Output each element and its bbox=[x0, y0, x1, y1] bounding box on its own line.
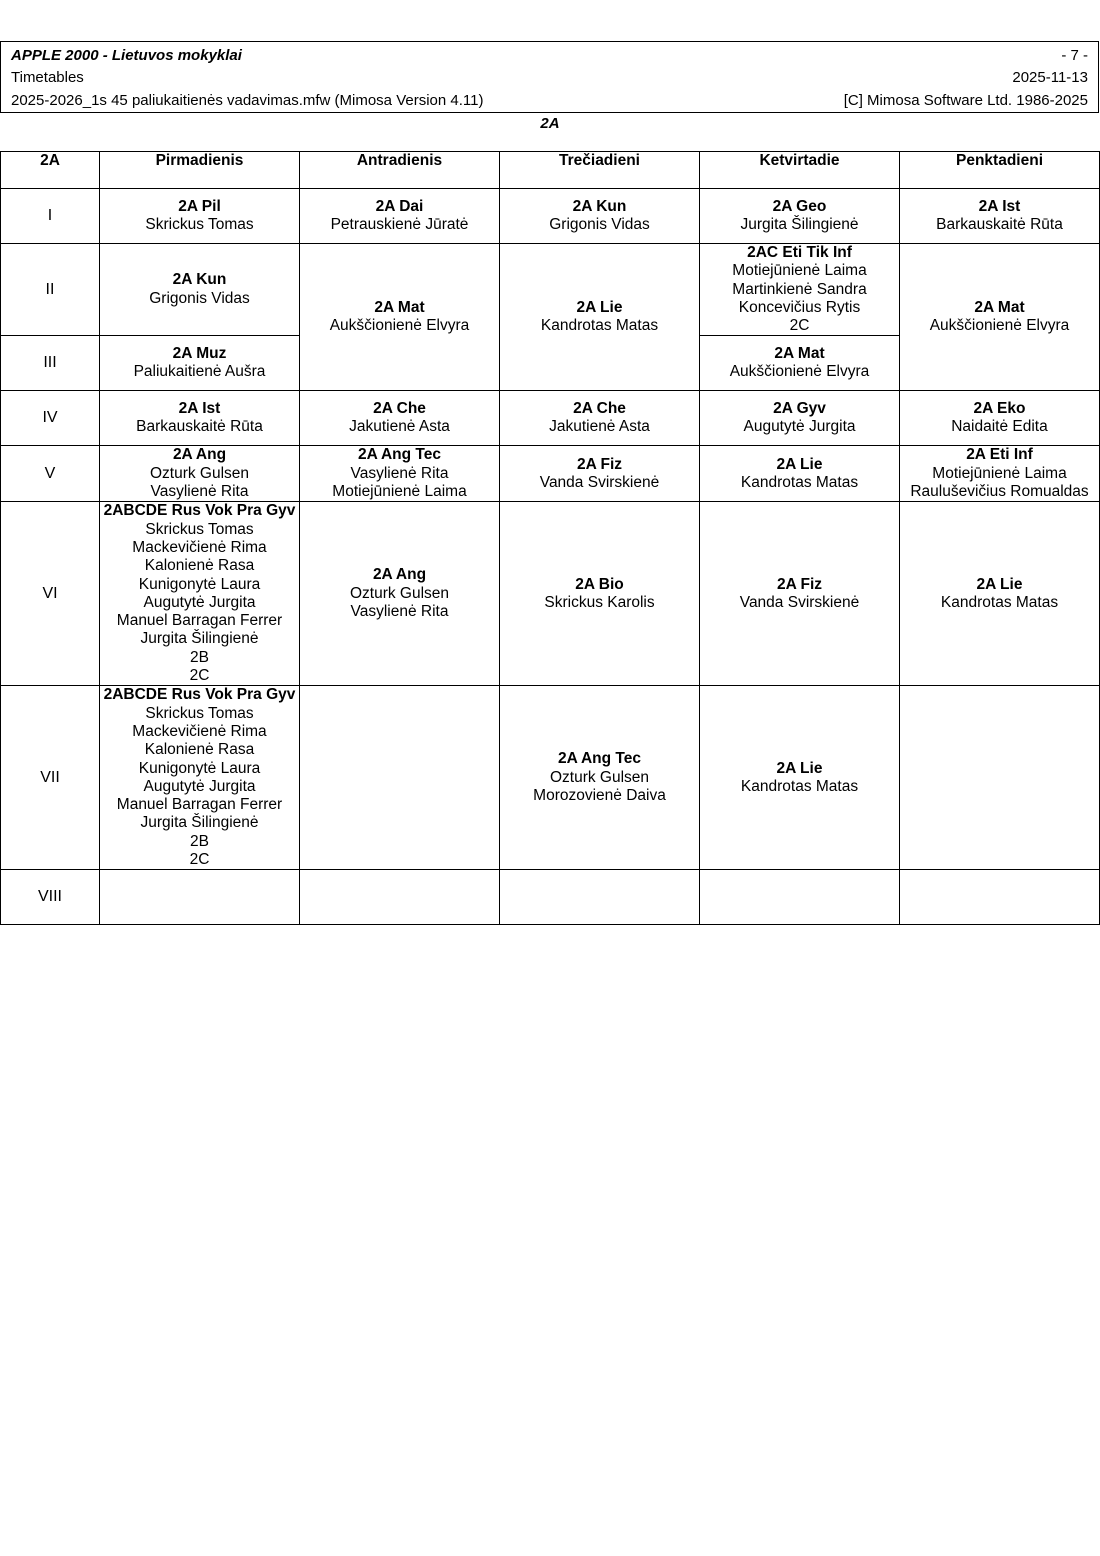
lesson-line: Mackevičienė Rima bbox=[132, 538, 267, 556]
lesson-cell bbox=[100, 686, 300, 870]
lesson-cell bbox=[100, 391, 300, 446]
lesson-line: Martinkienė Sandra bbox=[732, 280, 867, 298]
period-row bbox=[1, 502, 1100, 686]
lesson-subject: 2A Kun bbox=[172, 271, 227, 289]
lesson-line: Ozturk Gulsen bbox=[349, 584, 450, 602]
lesson-cell bbox=[900, 189, 1100, 244]
lesson-cell-empty bbox=[300, 870, 500, 925]
file-name: 2025-2026_1s 45 paliukaitienės vadavimas.mfw (Mimosa Version 4.11) bbox=[11, 92, 484, 109]
period-row bbox=[1, 446, 1100, 502]
period-label: VIII bbox=[1, 870, 100, 925]
lesson-line: Grigonis Vidas bbox=[149, 289, 250, 307]
lesson-subject: 2A Mat bbox=[374, 298, 425, 316]
lesson-cell bbox=[900, 244, 1100, 391]
lesson-cell bbox=[900, 391, 1100, 446]
lesson-line: Kalonienė Rasa bbox=[144, 741, 255, 759]
lesson-subject: 2A Che bbox=[573, 400, 626, 418]
lesson-line: Manuel Barragan Ferrer bbox=[116, 796, 283, 814]
lesson-cell bbox=[300, 244, 500, 391]
lesson-subject: 2A Ist bbox=[178, 400, 221, 418]
lesson-cell bbox=[500, 446, 700, 502]
lesson-subject: 2A Mat bbox=[974, 298, 1025, 316]
lesson-subject: 2AC Eti Tik Inf bbox=[747, 244, 852, 261]
lesson-cell bbox=[300, 391, 500, 446]
lesson-subject: 2ABCDE Rus Vok Pra Gyv bbox=[103, 686, 296, 704]
period-label: III bbox=[1, 336, 100, 391]
lesson-line: Augutytė Jurgita bbox=[143, 777, 256, 795]
lesson-line: Aukščionienė Elvyra bbox=[729, 363, 870, 381]
lesson-cell bbox=[900, 686, 1100, 870]
lesson-line: 2C bbox=[189, 851, 210, 869]
lesson-subject: 2A Lie bbox=[976, 575, 1023, 593]
day-header: Ketvirtadie bbox=[700, 152, 900, 189]
lesson-line: Kandrotas Matas bbox=[540, 317, 659, 335]
lesson-line: Koncevičius Rytis bbox=[738, 298, 861, 316]
lesson-cell bbox=[500, 391, 700, 446]
lesson-subject: 2A Fiz bbox=[576, 455, 623, 473]
lesson-line: Paliukaitienė Aušra bbox=[133, 363, 266, 381]
lesson-cell bbox=[100, 189, 300, 244]
lesson-subject: 2A Ang bbox=[372, 566, 427, 584]
lesson-line: Vasylienė Rita bbox=[350, 464, 449, 482]
lesson-line: 2C bbox=[789, 317, 810, 335]
day-header: Trečiadieni bbox=[500, 152, 700, 189]
lesson-line: Naidaitė Edita bbox=[951, 418, 1048, 436]
lesson-subject: 2A Geo bbox=[772, 197, 827, 215]
lesson-subject: 2A Muz bbox=[172, 345, 227, 363]
period-row bbox=[1, 244, 1100, 336]
lesson-line: Grigonis Vidas bbox=[549, 216, 650, 233]
lesson-line: Jurgita Šilingienė bbox=[740, 216, 859, 233]
period-label: IV bbox=[1, 391, 100, 446]
period-label: V bbox=[1, 446, 100, 502]
lesson-subject: 2A Gyv bbox=[773, 400, 826, 418]
lesson-subject: 2A Pil bbox=[178, 197, 221, 215]
lesson-subject: 2A Eti Inf bbox=[966, 446, 1033, 464]
day-header: Pirmadienis bbox=[100, 152, 300, 189]
period-row bbox=[1, 391, 1100, 446]
class-title: 2A bbox=[540, 115, 560, 132]
lesson-line: Skrickus Tomas bbox=[145, 704, 254, 722]
lesson-line: Kalonienė Rasa bbox=[144, 557, 255, 575]
lesson-line: Petrauskienė Jūratė bbox=[330, 216, 469, 233]
lesson-line: Raulušević̌ius Romualdas bbox=[910, 483, 1089, 501]
lesson-line: Augutytė Jurgita bbox=[743, 418, 856, 436]
lesson-cell bbox=[900, 446, 1100, 502]
lesson-line: Skrickus Karolis bbox=[544, 593, 655, 611]
lesson-cell bbox=[500, 686, 700, 870]
lesson-line: Kandrotas Matas bbox=[740, 473, 859, 491]
lesson-line: Kandrotas Matas bbox=[940, 593, 1059, 611]
lesson-cell bbox=[700, 446, 900, 502]
lesson-line: Barkauskaitė Rūta bbox=[136, 418, 263, 436]
lesson-subject: 2A Kun bbox=[572, 197, 627, 215]
lesson-subject: 2A Lie bbox=[776, 759, 823, 777]
lesson-line: Aukščionienė Elvyra bbox=[929, 317, 1070, 335]
lesson-cell bbox=[500, 244, 700, 391]
lesson-subject: 2ABCDE Rus Vok Pra Gyv bbox=[103, 502, 296, 520]
period-row bbox=[1, 870, 1100, 925]
lesson-subject: 2A Che bbox=[373, 400, 426, 418]
lesson-line: Motiejūnienė Laima bbox=[732, 262, 867, 280]
lesson-line: Jakutienė Asta bbox=[349, 418, 450, 436]
lesson-line: Vasylienė Rita bbox=[150, 483, 249, 501]
corner-cell: 2A bbox=[1, 152, 100, 189]
lesson-line: Ozturk Gulsen bbox=[149, 464, 250, 482]
lesson-cell bbox=[700, 336, 900, 391]
lesson-cell bbox=[700, 189, 900, 244]
lesson-cell bbox=[500, 189, 700, 244]
school-name: APPLE 2000 - Lietuvos mokyklai bbox=[11, 47, 242, 64]
period-row bbox=[1, 686, 1100, 870]
lesson-subject: 2A Lie bbox=[576, 298, 623, 316]
lesson-subject: 2A Ang Tec bbox=[558, 750, 641, 768]
lesson-subject: 2A Bio bbox=[575, 575, 624, 593]
lesson-cell-empty bbox=[700, 870, 900, 925]
period-label: VI bbox=[1, 502, 100, 686]
lesson-line: Jurgita Šilingienė bbox=[140, 630, 259, 648]
lesson-line: Augutytė Jurgita bbox=[143, 593, 256, 611]
copyright: [C] Mimosa Software Ltd. 1986-2025 bbox=[843, 92, 1088, 109]
lesson-line: Motiejūnienė Laima bbox=[332, 483, 467, 501]
lesson-cell bbox=[300, 686, 500, 870]
lesson-cell bbox=[700, 244, 900, 336]
lesson-line: Mackevičienė Rima bbox=[132, 722, 267, 740]
header-row bbox=[1, 152, 1100, 189]
lesson-line: Barkauskaitė Rūta bbox=[936, 216, 1063, 233]
lesson-line: Aukščionienė Elvyra bbox=[329, 317, 470, 335]
lesson-cell-empty bbox=[900, 870, 1100, 925]
lesson-cell bbox=[700, 502, 900, 686]
lesson-subject: 2A Ang Tec bbox=[358, 446, 441, 464]
lesson-cell-empty bbox=[100, 870, 300, 925]
lesson-line: Manuel Barragan Ferrer bbox=[116, 612, 283, 630]
page-header bbox=[0, 41, 1099, 113]
lesson-line: Morozovienė Daiva bbox=[533, 787, 666, 805]
lesson-cell bbox=[300, 502, 500, 686]
lesson-line: 2B bbox=[190, 648, 209, 666]
lesson-line: Kunigonytė Laura bbox=[138, 759, 261, 777]
period-label: VII bbox=[1, 686, 100, 870]
lesson-cell-empty bbox=[500, 870, 700, 925]
lesson-cell bbox=[100, 336, 300, 391]
lesson-cell bbox=[300, 446, 500, 502]
lesson-subject: 2A Lie bbox=[776, 455, 823, 473]
timetable bbox=[0, 151, 1100, 925]
lesson-cell bbox=[100, 244, 300, 336]
lesson-line: Jurgita Šilingienė bbox=[140, 814, 259, 832]
period-label: II bbox=[1, 244, 100, 336]
lesson-line: Kandrotas Matas bbox=[740, 777, 859, 795]
lesson-line: Motiejūnienė Laima bbox=[932, 464, 1067, 482]
document-type: Timetables bbox=[11, 69, 84, 86]
print-date: 2025-11-13 bbox=[1012, 69, 1088, 86]
lesson-subject: 2A Mat bbox=[774, 345, 825, 363]
day-header: Penktadieni bbox=[900, 152, 1100, 189]
lesson-cell bbox=[700, 391, 900, 446]
lesson-cell bbox=[700, 686, 900, 870]
lesson-line: Vasylienė Rita bbox=[350, 603, 449, 621]
lesson-line: Vanda Svirskienė bbox=[739, 593, 860, 611]
lesson-subject: 2A Ang bbox=[172, 446, 227, 464]
lesson-line: Ozturk Gulsen bbox=[549, 768, 650, 786]
day-header: Antradienis bbox=[300, 152, 500, 189]
page-number: - 7 - bbox=[1061, 47, 1088, 64]
lesson-line: 2B bbox=[190, 832, 209, 850]
lesson-subject: 2A Fiz bbox=[776, 575, 823, 593]
lesson-cell bbox=[900, 502, 1100, 686]
lesson-line: Kunigonytė Laura bbox=[138, 575, 261, 593]
lesson-cell bbox=[100, 446, 300, 502]
lesson-cell bbox=[300, 189, 500, 244]
lesson-line: 2C bbox=[189, 667, 210, 685]
lesson-line: Jakutienė Asta bbox=[549, 418, 650, 436]
lesson-cell bbox=[100, 502, 300, 686]
lesson-cell bbox=[500, 502, 700, 686]
lesson-line: Skrickus Tomas bbox=[145, 520, 254, 538]
period-label: I bbox=[1, 189, 100, 244]
lesson-line: Vanda Svirskienė bbox=[539, 473, 660, 491]
lesson-subject: 2A Dai bbox=[375, 197, 424, 215]
period-row bbox=[1, 189, 1100, 244]
lesson-subject: 2A Eko bbox=[973, 400, 1026, 418]
lesson-subject: 2A Ist bbox=[978, 197, 1021, 215]
lesson-line: Skrickus Tomas bbox=[145, 216, 254, 233]
